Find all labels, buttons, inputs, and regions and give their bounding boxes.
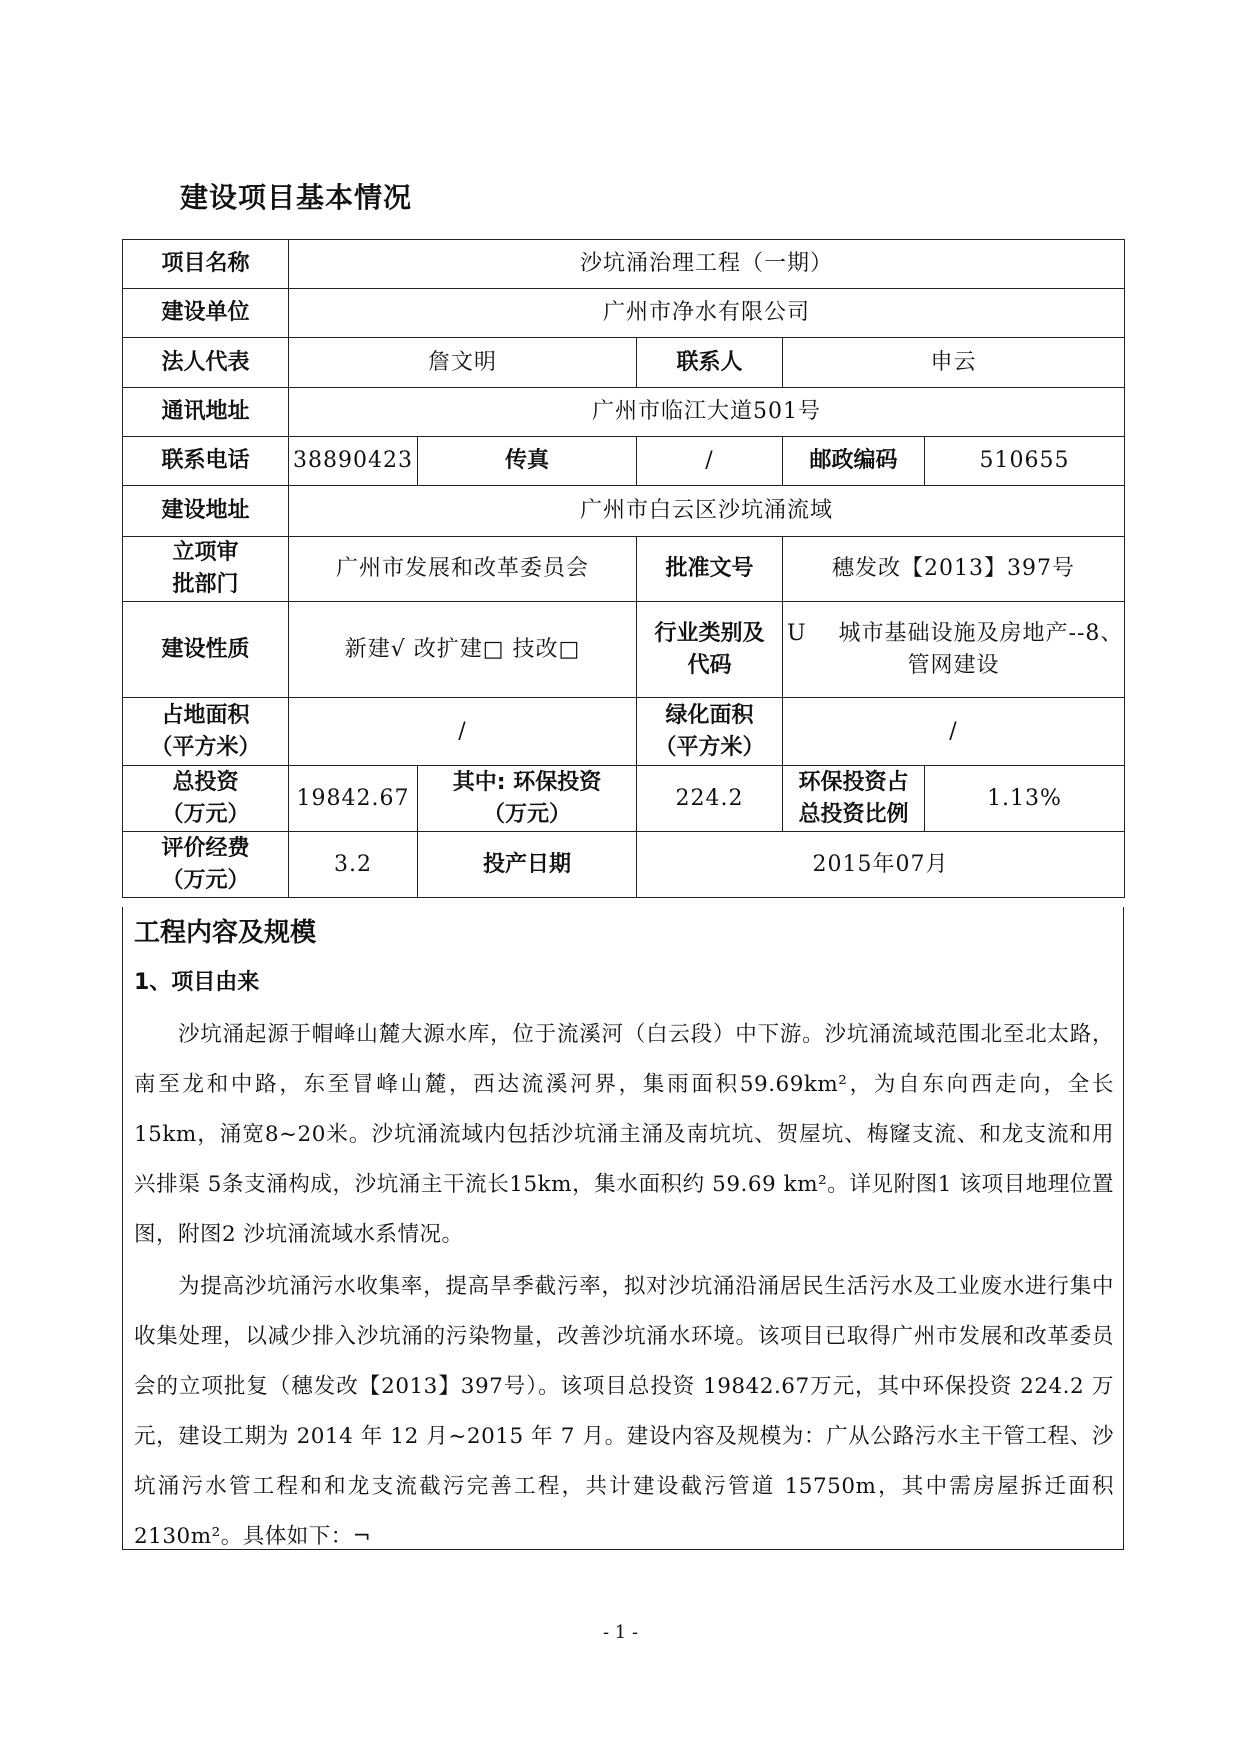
env-invest-label	[418, 766, 637, 832]
contact-value: 申云	[783, 338, 1125, 388]
green-area-label-line2: （平方米）	[654, 734, 765, 760]
table-row	[123, 486, 1125, 537]
project-name-value: 沙坑涌治理工程（一期）	[289, 240, 1125, 289]
paragraph-origin: 沙坑涌起源于帽峰山麓大源水库，位于流溪河（白云段）中下游。沙坑涌流域范围北至北太路，南至龙和中路，东至冒峰山麓，西达流溪河界，集雨面积59.69km²，为自东向西走向，全长15km，涌宽8~20米。沙坑涌流域内包括沙坑涌主涌及南坑坑、贺屋坑、梅窿支流、和龙支流和用兴排渠 5条支涌构成，沙坑涌主干流长15km，集水面积约 59.69 km²。详见附图1 该项目地理位置图，附图2 沙坑涌流域水系情况。	[134, 1022, 1114, 1247]
site-label: 建设地址	[123, 486, 289, 537]
table-row	[123, 537, 1125, 602]
env-ratio-label	[783, 766, 925, 832]
legal-rep-value: 詹文明	[289, 338, 637, 388]
legal-rep-label: 法人代表	[123, 338, 289, 388]
total-invest-value: 19842.67	[289, 766, 418, 832]
env-invest-label-line2: （万元）	[482, 801, 571, 827]
table-row	[123, 602, 1125, 698]
approval-no-label: 批准文号	[637, 537, 783, 602]
page-title: 建设项目基本情况	[180, 181, 413, 214]
table-row	[123, 338, 1125, 388]
approval-dept-label-line1: 立项审	[172, 540, 239, 565]
phone-value: 38890423	[289, 437, 418, 486]
table-row	[123, 698, 1125, 766]
eval-fee-label-line2: （万元）	[161, 867, 250, 893]
basic-info-table	[122, 239, 1125, 898]
prod-date-value: 2015年07月	[637, 832, 1125, 898]
table-row	[123, 388, 1125, 437]
prod-date-label: 投产日期	[418, 832, 637, 898]
postcode-value: 510655	[925, 437, 1125, 486]
table-row	[123, 289, 1125, 338]
env-invest-label-line1: 其中: 环保投资	[452, 769, 602, 795]
eval-fee-label-line1: 评价经费	[161, 835, 250, 861]
industry-label	[637, 602, 783, 698]
builder-label: 建设单位	[123, 289, 289, 338]
builder-value: 广州市净水有限公司	[289, 289, 1125, 338]
fax-label: 传真	[418, 437, 637, 486]
approval-no-value: 穗发改【2013】397号	[783, 537, 1125, 602]
land-area-value: /	[289, 698, 637, 766]
section-title: 工程内容及规模	[134, 918, 317, 948]
approval-dept-value: 广州市发展和改革委员会	[289, 537, 637, 602]
approval-dept-label-line2: 批部门	[172, 572, 239, 597]
table-row	[123, 766, 1125, 832]
env-ratio-label-line2: 总投资比例	[798, 801, 909, 827]
table-row	[123, 240, 1125, 289]
green-area-label-line1: 绿化面积	[665, 702, 754, 728]
nature-label: 建设性质	[123, 602, 289, 698]
approval-dept-label	[123, 537, 289, 602]
address-value: 广州市临江大道501号	[289, 388, 1125, 437]
industry-value	[783, 602, 1125, 698]
land-area-label	[123, 698, 289, 766]
postcode-label: 邮政编码	[783, 437, 925, 486]
industry-label-line2: 代码	[687, 652, 732, 678]
subsection-title: 1、项目由来	[134, 970, 260, 995]
table-row	[123, 437, 1125, 486]
phone-label: 联系电话	[123, 437, 289, 486]
green-area-label	[637, 698, 783, 766]
nature-value: 新建√ 改扩建□ 技改□	[289, 602, 637, 698]
env-ratio-label-line1: 环保投资占	[798, 769, 909, 795]
industry-value-line1: U 城市基础设施及房地产--8、	[787, 620, 1124, 646]
address-label: 通讯地址	[123, 388, 289, 437]
fax-value: /	[637, 437, 783, 486]
table-row	[123, 832, 1125, 898]
total-invest-label-line1: 总投资	[172, 769, 239, 795]
env-ratio-value: 1.13%	[925, 766, 1125, 832]
total-invest-label-line2: （万元）	[161, 801, 250, 827]
land-area-label-line2: （平方米）	[150, 734, 261, 760]
paragraph-purpose: 为提高沙坑涌污水收集率，提高旱季截污率，拟对沙坑涌沿涌居民生活污水及工业废水进行集中收集处理，以减少排入沙坑涌的污染物量，改善沙坑涌水环境。该项目已取得广州市发展和改革委员会的立项批复（穗发改【2013】397号）。该项目总投资 19842.67万元，其中环保投资 224.2 万元，建设工期为 2014 年 12 月~2015 年 7 月。建设内容及规模为：广从公路污水主干管工程、沙坑涌污水管工程和和龙支流截污完善工程，共计建设截污管道 15750m，其中需房屋拆迁面积 2130m²。具体如下：¬	[134, 1274, 1114, 1549]
industry-label-line1: 行业类别及	[654, 620, 765, 646]
site-value: 广州市白云区沙坑涌流域	[289, 486, 1125, 537]
env-invest-value: 224.2	[637, 766, 783, 832]
industry-value-line2: 管网建设	[907, 652, 1000, 678]
total-invest-label	[123, 766, 289, 832]
eval-fee-label	[123, 832, 289, 898]
page-number: - 1 -	[602, 1622, 639, 1643]
eval-fee-value: 3.2	[289, 832, 418, 898]
green-area-value: /	[783, 698, 1125, 766]
project-name-label: 项目名称	[123, 240, 289, 289]
contact-label: 联系人	[637, 338, 783, 388]
land-area-label-line1: 占地面积	[161, 702, 250, 728]
